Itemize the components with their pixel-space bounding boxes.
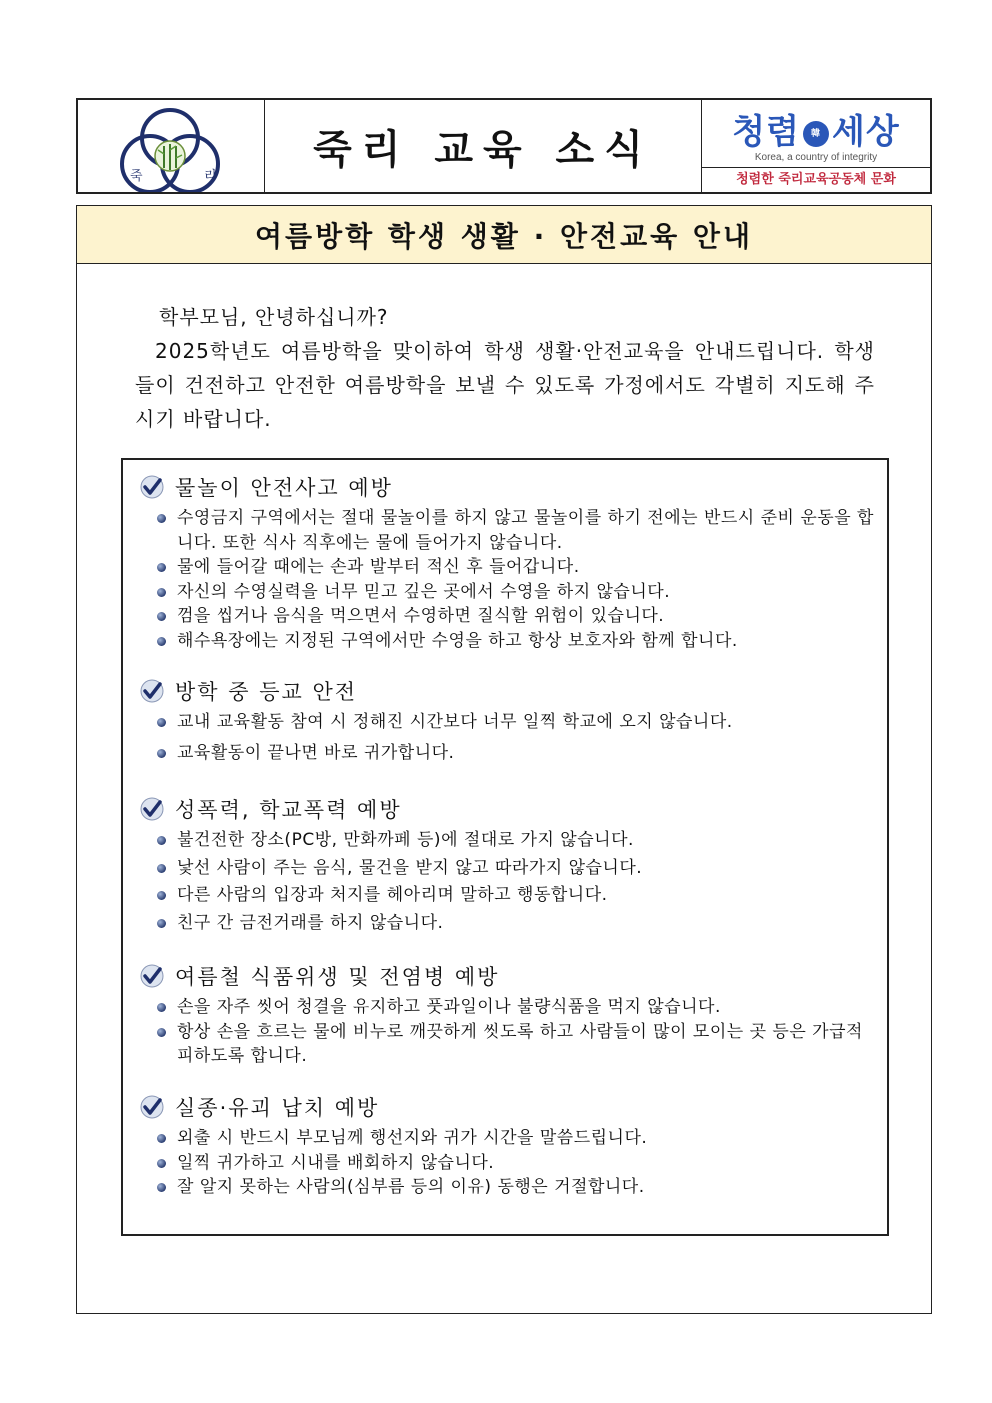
checkmark-icon — [139, 1094, 165, 1120]
list-item: 낯선 사람이 주는 음식, 물건을 받지 않고 따라가지 않습니다. — [139, 856, 877, 881]
school-emblem-icon — [78, 100, 262, 192]
list-item: 일찍 귀가하고 시내를 배회하지 않습니다. — [139, 1151, 877, 1176]
notice-title: 여름방학 학생 생활 · 안전교육 안내 — [77, 206, 931, 264]
intro-greeting: 학부모님, 안녕하십니까? — [159, 305, 389, 329]
list-item: 교내 교육활동 참여 시 정해진 시간보다 너무 일찍 학교에 오지 않습니다. — [139, 710, 877, 735]
guidelines-box — [121, 458, 889, 1236]
bullet-icon — [157, 1159, 166, 1168]
list-item: 외출 시 반드시 부모님께 행선지와 귀가 시간을 말씀드립니다. — [139, 1126, 877, 1151]
section-kidnapping-prevention — [139, 1092, 877, 1200]
bullet-icon — [157, 718, 166, 727]
school-logo — [78, 100, 265, 192]
bullet-icon — [157, 891, 166, 900]
bullet-icon — [157, 836, 166, 845]
brand-subtitle: Korea, a country of integrity — [754, 152, 878, 163]
newsletter-title: 죽리 교육 소식 — [265, 100, 702, 192]
section-water-safety — [139, 472, 877, 653]
list-item: 다른 사람의 입장과 처지를 헤아리며 말하고 행동합니다. — [139, 883, 877, 908]
bullet-icon — [157, 749, 166, 758]
checkmark-icon — [139, 678, 165, 704]
logo-char-1: 죽 — [130, 169, 143, 184]
list-item: 자신의 수영실력을 너무 믿고 깊은 곳에서 수영을 하지 않습니다. — [139, 580, 877, 605]
brand-main-right: 세상 — [832, 112, 900, 152]
brand-seal-icon: 韓 — [803, 121, 829, 147]
list-item: 항상 손을 흐르는 물에 비누로 깨끗하게 씻도록 하고 사람들이 많이 모이는 곳 등은 가급적 피하도록 합니다. — [139, 1020, 877, 1069]
bullet-icon — [157, 588, 166, 597]
section-title: 성폭력, 학교폭력 예방 — [175, 798, 402, 822]
bullet-icon — [157, 563, 166, 572]
bullet-icon — [157, 1134, 166, 1143]
bullet-icon — [157, 1003, 166, 1012]
list-item: 교육활동이 끝나면 바로 귀가합니다. — [139, 741, 877, 766]
list-item: 수영금지 구역에서는 절대 물놀이를 하지 않고 물놀이를 하기 전에는 반드시 준비 운동을 합니다. 또한 식사 직후에는 물에 들어가지 않습니다. — [139, 506, 877, 555]
checkmark-icon — [139, 474, 165, 500]
logo-char-2: 리 — [204, 169, 217, 184]
brand-slogan: 청렴한 죽리교육공동체 문화 — [702, 167, 930, 192]
list-item: 잘 알지 못하는 사람의(심부름 등의 이유) 동행은 거절합니다. — [139, 1175, 877, 1200]
section-title: 여름철 식품위생 및 전염병 예방 — [175, 965, 500, 989]
brand-logo — [702, 104, 930, 153]
list-item: 껌을 씹거나 음식을 먹으면서 수영하면 질식할 위험이 있습니다. — [139, 604, 877, 629]
bullet-icon — [157, 1183, 166, 1192]
bullet-icon — [157, 919, 166, 928]
section-title: 방학 중 등교 안전 — [175, 680, 358, 704]
section-title: 물놀이 안전사고 예방 — [175, 476, 393, 500]
intro-text — [135, 300, 875, 436]
section-food-hygiene — [139, 961, 877, 1069]
checkmark-icon — [139, 796, 165, 822]
list-item: 불건전한 장소(PC방, 만화까페 등)에 절대로 가지 않습니다. — [139, 828, 877, 853]
checkmark-icon — [139, 963, 165, 989]
brand-main-left: 청렴 — [732, 112, 800, 152]
section-violence-prevention — [139, 794, 877, 935]
bullet-icon — [157, 864, 166, 873]
bullet-icon — [157, 514, 166, 523]
integrity-brand — [702, 100, 930, 192]
list-item: 손을 자주 씻어 청결을 유지하고 풋과일이나 불량식품을 먹지 않습니다. — [139, 995, 877, 1020]
intro-body: 2025학년도 여름방학을 맞이하여 학생 생활·안전교육을 안내드립니다. 학생들이 건전하고 안전한 여름방학을 보낼 수 있도록 가정에서도 각별히 지도해 주시기 바랍니다. — [135, 339, 875, 431]
section-title: 실종·유괴 납치 예방 — [175, 1096, 380, 1120]
section-school-attendance — [139, 676, 877, 765]
list-item: 해수욕장에는 지정된 구역에서만 수영을 하고 항상 보호자와 함께 합니다. — [139, 629, 877, 654]
bullet-icon — [157, 637, 166, 646]
list-item: 친구 간 금전거래를 하지 않습니다. — [139, 911, 877, 936]
content-frame — [76, 205, 932, 1314]
bullet-icon — [157, 1028, 166, 1037]
newsletter-header — [76, 98, 932, 194]
list-item: 물에 들어갈 때에는 손과 발부터 적신 후 들어갑니다. — [139, 555, 877, 580]
bullet-icon — [157, 612, 166, 621]
